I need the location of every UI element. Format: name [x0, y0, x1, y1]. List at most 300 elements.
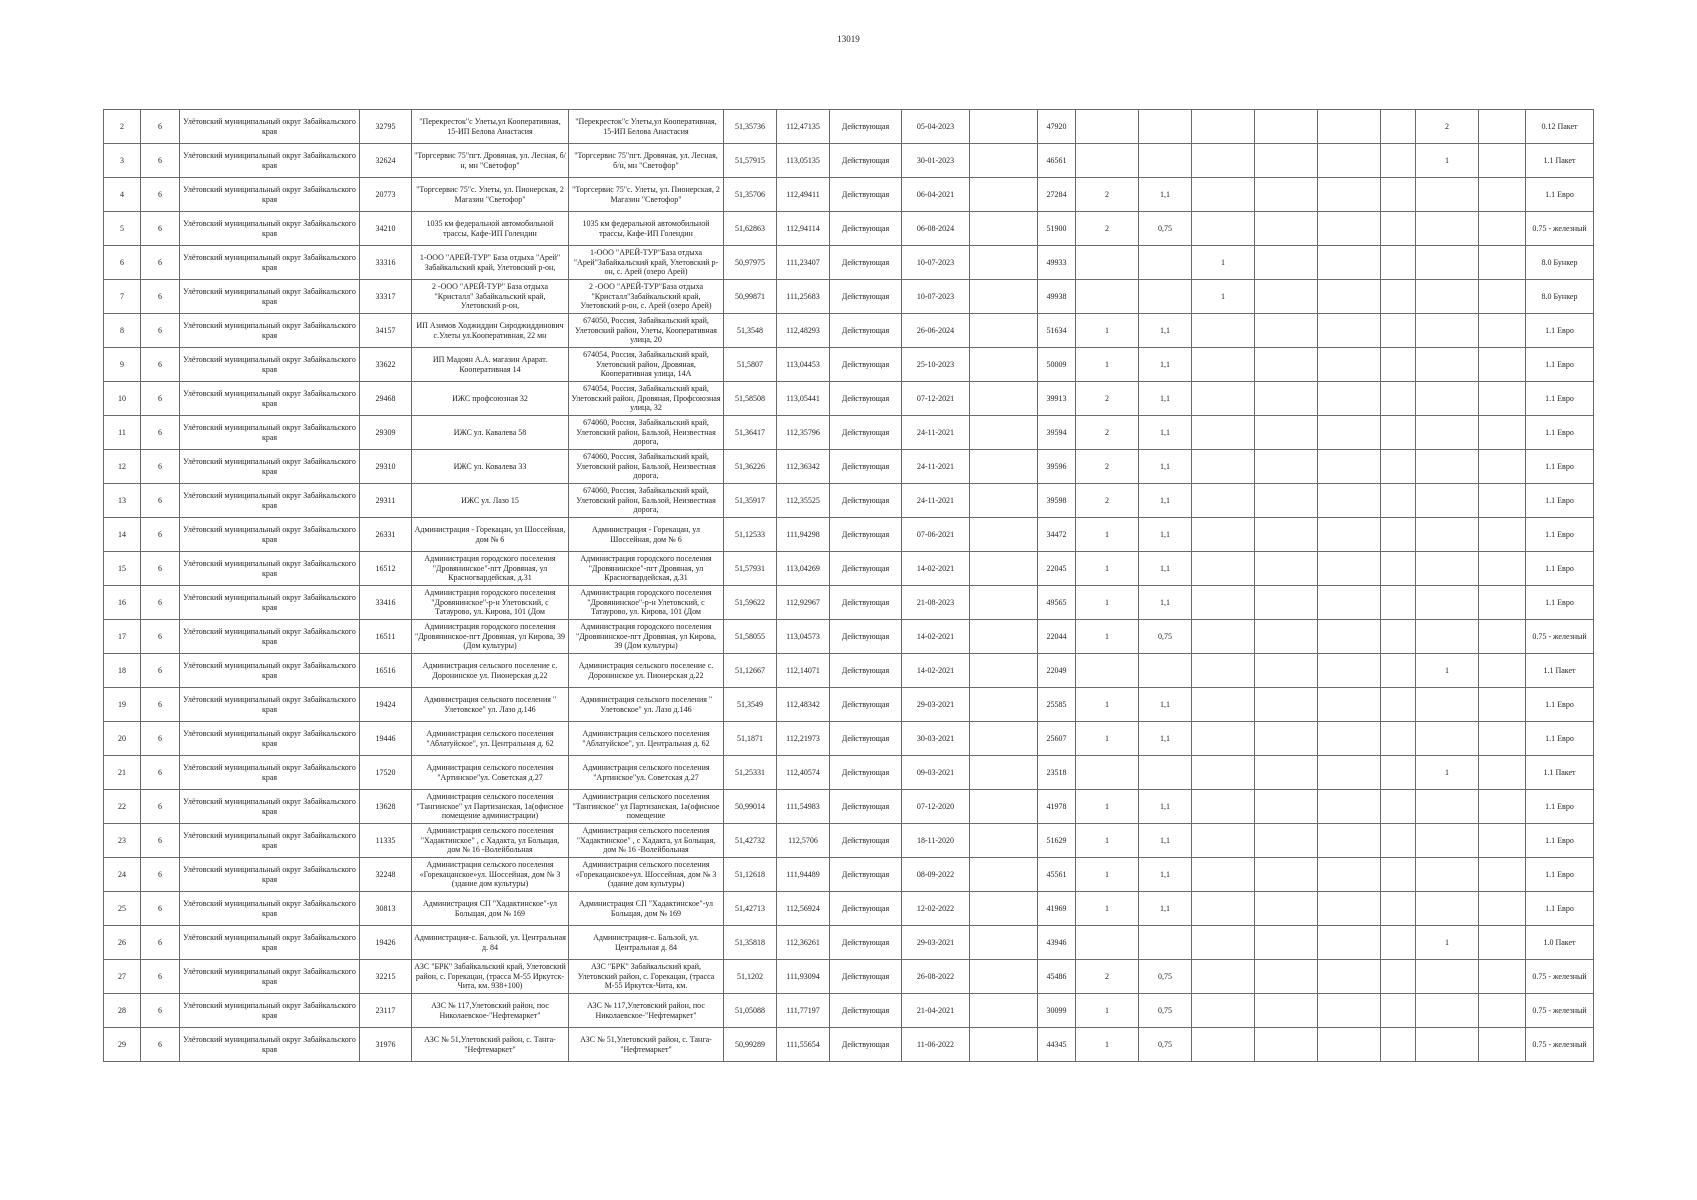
- registry-number-cell: 39913: [1038, 382, 1076, 416]
- empty-cell-cell: [1479, 212, 1526, 246]
- table-row: [104, 314, 1594, 348]
- page-number: 13019: [837, 34, 860, 44]
- longitude-cell: 112,48342: [777, 688, 830, 722]
- empty-cell-cell: [1255, 994, 1318, 1028]
- site-id-cell: 16516: [360, 654, 412, 688]
- container-count-cell: 2: [1076, 450, 1139, 484]
- registry-number-cell: 30099: [1038, 994, 1076, 1028]
- site-name-cell: ИП Азимов Ходжиддин Сироджиддинович с.Улеты ул.Кооперативная, 22 мн: [412, 314, 569, 348]
- container-count-cell: 1: [1076, 994, 1139, 1028]
- site-id-cell: 33316: [360, 246, 412, 280]
- empty-cell-cell: [1255, 552, 1318, 586]
- status-cell: Действующая: [830, 960, 902, 994]
- bunker-count-cell: [1192, 382, 1255, 416]
- district-name-cell: Улётовский муниципальный округ Забайкальского края: [180, 654, 360, 688]
- empty-cell-cell: [1381, 552, 1416, 586]
- empty-cell-cell: [970, 688, 1038, 722]
- empty-cell-cell: [1479, 722, 1526, 756]
- longitude-cell: 112,36342: [777, 450, 830, 484]
- site-id-cell: 32215: [360, 960, 412, 994]
- empty-cell-cell: [1479, 450, 1526, 484]
- container-type-cell: 1.1 Евро: [1526, 824, 1594, 858]
- row-number-cell: 4: [104, 178, 141, 212]
- container-count-cell: 1: [1076, 314, 1139, 348]
- registration-date-cell: 07-06-2021: [902, 518, 970, 552]
- registry-number-cell: 51629: [1038, 824, 1076, 858]
- site-id-cell: 26331: [360, 518, 412, 552]
- registry-number-cell: 39596: [1038, 450, 1076, 484]
- longitude-cell: 112,49411: [777, 178, 830, 212]
- longitude-cell: 113,04453: [777, 348, 830, 382]
- empty-cell-cell: [970, 212, 1038, 246]
- container-type-cell: 8.0 Бункер: [1526, 280, 1594, 314]
- empty-cell-cell: [970, 518, 1038, 552]
- row-number-cell: 24: [104, 858, 141, 892]
- latitude-cell: 51,35736: [724, 110, 777, 144]
- container-count-cell: 1: [1076, 790, 1139, 824]
- latitude-cell: 51,12618: [724, 858, 777, 892]
- longitude-cell: 112,21973: [777, 722, 830, 756]
- status-cell: Действующая: [830, 722, 902, 756]
- empty-cell-cell: [1318, 722, 1381, 756]
- site-address-cell: Администрация-с. Бальзой, ул. Центральная д. 84: [569, 926, 724, 960]
- container-count-cell: 1: [1076, 620, 1139, 654]
- bag-count-cell: [1416, 824, 1479, 858]
- district-name-cell: Улётовский муниципальный округ Забайкальского края: [180, 824, 360, 858]
- site-address-cell: Администрация сельского поселение с. Доронинское ул. Пионерская д.22: [569, 654, 724, 688]
- empty-cell-cell: [1318, 348, 1381, 382]
- status-cell: Действующая: [830, 382, 902, 416]
- empty-cell-cell: [970, 586, 1038, 620]
- registry-number-cell: 27284: [1038, 178, 1076, 212]
- region-code-cell: 6: [141, 756, 180, 790]
- longitude-cell: 112,47135: [777, 110, 830, 144]
- registration-date-cell: 14-02-2021: [902, 620, 970, 654]
- site-name-cell: ИЖС профсоюзная 32: [412, 382, 569, 416]
- empty-cell-cell: [1318, 552, 1381, 586]
- empty-cell-cell: [1381, 858, 1416, 892]
- row-number-cell: 3: [104, 144, 141, 178]
- empty-cell-cell: [970, 178, 1038, 212]
- bunker-count-cell: [1192, 178, 1255, 212]
- empty-cell-cell: [1255, 620, 1318, 654]
- empty-cell-cell: [1318, 892, 1381, 926]
- bunker-count-cell: [1192, 790, 1255, 824]
- site-name-cell: 1035 км федеральной автомобильной трассы, Кафе-ИП Голендин: [412, 212, 569, 246]
- site-id-cell: 16511: [360, 620, 412, 654]
- empty-cell-cell: [1255, 892, 1318, 926]
- empty-cell-cell: [1255, 654, 1318, 688]
- bag-count-cell: 1: [1416, 144, 1479, 178]
- row-number-cell: 8: [104, 314, 141, 348]
- site-id-cell: 20773: [360, 178, 412, 212]
- latitude-cell: 51,1871: [724, 722, 777, 756]
- longitude-cell: 112,35796: [777, 416, 830, 450]
- empty-cell-cell: [1381, 688, 1416, 722]
- container-count-cell: 2: [1076, 960, 1139, 994]
- empty-cell-cell: [1318, 756, 1381, 790]
- table-row: [104, 382, 1594, 416]
- site-id-cell: 32624: [360, 144, 412, 178]
- bunker-count-cell: [1192, 586, 1255, 620]
- longitude-cell: 112,36261: [777, 926, 830, 960]
- site-address-cell: Администрация - Горекацан, ул Шоссейная, дом № 6: [569, 518, 724, 552]
- region-code-cell: 6: [141, 450, 180, 484]
- container-count-cell: 1: [1076, 722, 1139, 756]
- empty-cell-cell: [1381, 518, 1416, 552]
- empty-cell-cell: [1255, 280, 1318, 314]
- region-code-cell: 6: [141, 144, 180, 178]
- registration-date-cell: 06-04-2021: [902, 178, 970, 212]
- bunker-count-cell: [1192, 994, 1255, 1028]
- bag-count-cell: [1416, 552, 1479, 586]
- status-cell: Действующая: [830, 1028, 902, 1062]
- site-name-cell: АЗС № 117,Улетовский район, пос Николаевское-"Нефтемаркет": [412, 994, 569, 1028]
- registry-number-cell: 51900: [1038, 212, 1076, 246]
- longitude-cell: 111,23407: [777, 246, 830, 280]
- container-type-cell: 1.1 Евро: [1526, 858, 1594, 892]
- table-row: [104, 824, 1594, 858]
- bunker-count-cell: [1192, 484, 1255, 518]
- district-name-cell: Улётовский муниципальный округ Забайкальского края: [180, 382, 360, 416]
- empty-cell-cell: [1479, 586, 1526, 620]
- registration-date-cell: 08-09-2022: [902, 858, 970, 892]
- empty-cell-cell: [1479, 688, 1526, 722]
- empty-cell-cell: [1255, 722, 1318, 756]
- container-count-cell: 1: [1076, 586, 1139, 620]
- site-id-cell: 13628: [360, 790, 412, 824]
- registration-date-cell: 21-04-2021: [902, 994, 970, 1028]
- empty-cell-cell: [1381, 926, 1416, 960]
- registration-date-cell: 24-11-2021: [902, 484, 970, 518]
- empty-cell-cell: [970, 824, 1038, 858]
- empty-cell-cell: [1255, 688, 1318, 722]
- container-volume-cell: [1139, 926, 1192, 960]
- latitude-cell: 51,3549: [724, 688, 777, 722]
- empty-cell-cell: [1318, 382, 1381, 416]
- row-number-cell: 9: [104, 348, 141, 382]
- site-name-cell: Администрация - Горекацан, ул Шоссейная, дом № 6: [412, 518, 569, 552]
- empty-cell-cell: [1318, 110, 1381, 144]
- region-code-cell: 6: [141, 246, 180, 280]
- row-number-cell: 6: [104, 246, 141, 280]
- bag-count-cell: [1416, 688, 1479, 722]
- container-count-cell: [1076, 926, 1139, 960]
- registry-number-cell: 51634: [1038, 314, 1076, 348]
- container-type-cell: 1.1 Пакет: [1526, 654, 1594, 688]
- empty-cell-cell: [1255, 178, 1318, 212]
- site-address-cell: 2 -ООО "АРЕЙ-ТУР"База отдыха "Кристалл"Забайкальский край, Улетовский р-он, с. Арей (озеро Арей): [569, 280, 724, 314]
- empty-cell-cell: [1479, 960, 1526, 994]
- site-name-cell: 2 -ООО "АРЕЙ-ТУР" База отдыха "Кристалл" Забайкальский край, Улетовский р-он,: [412, 280, 569, 314]
- bunker-count-cell: [1192, 654, 1255, 688]
- bag-count-cell: [1416, 960, 1479, 994]
- site-address-cell: Администрация сельского поселения "Артинское"ул. Советская д.27: [569, 756, 724, 790]
- site-id-cell: 16512: [360, 552, 412, 586]
- bag-count-cell: [1416, 858, 1479, 892]
- container-type-cell: 1.0 Пакет: [1526, 926, 1594, 960]
- site-id-cell: 31976: [360, 1028, 412, 1062]
- district-name-cell: Улётовский муниципальный округ Забайкальского края: [180, 484, 360, 518]
- district-name-cell: Улётовский муниципальный округ Забайкальского края: [180, 212, 360, 246]
- bag-count-cell: [1416, 246, 1479, 280]
- region-code-cell: 6: [141, 280, 180, 314]
- empty-cell-cell: [1479, 518, 1526, 552]
- empty-cell-cell: [1255, 246, 1318, 280]
- region-code-cell: 6: [141, 994, 180, 1028]
- site-address-cell: Администрация городского поселения "Дровянинское-пгт Дровяная, ул Кирова, 39 (Дом культуры): [569, 620, 724, 654]
- site-id-cell: 17520: [360, 756, 412, 790]
- status-cell: Действующая: [830, 280, 902, 314]
- bag-count-cell: [1416, 892, 1479, 926]
- container-type-cell: 1.1 Пакет: [1526, 144, 1594, 178]
- registration-date-cell: 26-08-2022: [902, 960, 970, 994]
- bunker-count-cell: [1192, 756, 1255, 790]
- site-address-cell: 1035 км федеральной автомобильной трассы, Кафе-ИП Голендин: [569, 212, 724, 246]
- registration-date-cell: 24-11-2021: [902, 450, 970, 484]
- empty-cell-cell: [1381, 994, 1416, 1028]
- bunker-count-cell: [1192, 450, 1255, 484]
- row-number-cell: 25: [104, 892, 141, 926]
- empty-cell-cell: [970, 110, 1038, 144]
- registry-number-cell: 39594: [1038, 416, 1076, 450]
- status-cell: Действующая: [830, 110, 902, 144]
- row-number-cell: 21: [104, 756, 141, 790]
- table-row: [104, 518, 1594, 552]
- container-volume-cell: 1,1: [1139, 892, 1192, 926]
- empty-cell-cell: [970, 858, 1038, 892]
- empty-cell-cell: [1318, 620, 1381, 654]
- container-volume-cell: 1,1: [1139, 450, 1192, 484]
- registry-number-cell: 39598: [1038, 484, 1076, 518]
- latitude-cell: 51,57915: [724, 144, 777, 178]
- bunker-count-cell: [1192, 858, 1255, 892]
- empty-cell-cell: [1479, 110, 1526, 144]
- container-type-cell: 1.1 Евро: [1526, 484, 1594, 518]
- row-number-cell: 14: [104, 518, 141, 552]
- container-count-cell: [1076, 654, 1139, 688]
- container-type-cell: 0.75 - железный: [1526, 212, 1594, 246]
- registration-date-cell: 10-07-2023: [902, 280, 970, 314]
- status-cell: Действующая: [830, 586, 902, 620]
- registry-number-cell: 23518: [1038, 756, 1076, 790]
- empty-cell-cell: [1381, 484, 1416, 518]
- empty-cell-cell: [970, 620, 1038, 654]
- district-name-cell: Улётовский муниципальный округ Забайкальского края: [180, 110, 360, 144]
- longitude-cell: 111,94489: [777, 858, 830, 892]
- container-type-cell: 1.1 Евро: [1526, 416, 1594, 450]
- site-id-cell: 33317: [360, 280, 412, 314]
- bunker-count-cell: [1192, 416, 1255, 450]
- district-name-cell: Улётовский муниципальный округ Забайкальского края: [180, 246, 360, 280]
- bunker-count-cell: [1192, 348, 1255, 382]
- status-cell: Действующая: [830, 416, 902, 450]
- table-row: [104, 858, 1594, 892]
- bag-count-cell: [1416, 722, 1479, 756]
- status-cell: Действующая: [830, 756, 902, 790]
- empty-cell-cell: [1381, 246, 1416, 280]
- bunker-count-cell: [1192, 212, 1255, 246]
- container-volume-cell: 1,1: [1139, 858, 1192, 892]
- site-name-cell: Администрация сельского поселения "Артинское"ул. Советская д.27: [412, 756, 569, 790]
- container-count-cell: 1: [1076, 348, 1139, 382]
- container-type-cell: 1.1 Евро: [1526, 586, 1594, 620]
- empty-cell-cell: [1255, 790, 1318, 824]
- status-cell: Действующая: [830, 212, 902, 246]
- longitude-cell: 113,05441: [777, 382, 830, 416]
- registry-number-cell: 22045: [1038, 552, 1076, 586]
- container-count-cell: [1076, 280, 1139, 314]
- latitude-cell: 51,57931: [724, 552, 777, 586]
- registration-date-cell: 26-06-2024: [902, 314, 970, 348]
- site-name-cell: ИП Мадоян А.А. магазин Арарат. Кооперативная 14: [412, 348, 569, 382]
- container-count-cell: 2: [1076, 178, 1139, 212]
- container-type-cell: 1.1 Евро: [1526, 688, 1594, 722]
- registry-number-cell: 45486: [1038, 960, 1076, 994]
- empty-cell-cell: [1479, 484, 1526, 518]
- bunker-count-cell: [1192, 144, 1255, 178]
- container-volume-cell: [1139, 110, 1192, 144]
- empty-cell-cell: [1255, 110, 1318, 144]
- site-name-cell: "Перекресток"с Улеты,ул Кооперативная, 15-ИП Белова Анастасия: [412, 110, 569, 144]
- region-code-cell: 6: [141, 688, 180, 722]
- empty-cell-cell: [1479, 654, 1526, 688]
- empty-cell-cell: [1479, 620, 1526, 654]
- empty-cell-cell: [1318, 280, 1381, 314]
- registration-date-cell: 10-07-2023: [902, 246, 970, 280]
- bunker-count-cell: [1192, 926, 1255, 960]
- table-row: [104, 552, 1594, 586]
- bunker-count-cell: [1192, 314, 1255, 348]
- container-volume-cell: 1,1: [1139, 688, 1192, 722]
- site-name-cell: Администрация СП "Хадактинское"-ул Больщая, дом № 169: [412, 892, 569, 926]
- empty-cell-cell: [970, 892, 1038, 926]
- registration-date-cell: 07-12-2021: [902, 382, 970, 416]
- longitude-cell: 112,92967: [777, 586, 830, 620]
- registration-date-cell: 21-08-2023: [902, 586, 970, 620]
- empty-cell-cell: [970, 144, 1038, 178]
- site-id-cell: 19424: [360, 688, 412, 722]
- empty-cell-cell: [1318, 450, 1381, 484]
- container-type-cell: 1.1 Евро: [1526, 450, 1594, 484]
- container-count-cell: 1: [1076, 858, 1139, 892]
- site-id-cell: 23117: [360, 994, 412, 1028]
- longitude-cell: 111,25683: [777, 280, 830, 314]
- site-name-cell: АЗС "БРК" Забайкальский край, Улетовский район, с. Горекацан, (трасса М-55 Иркутск-Чита, км. 938+100): [412, 960, 569, 994]
- empty-cell-cell: [1255, 858, 1318, 892]
- region-code-cell: 6: [141, 416, 180, 450]
- bag-count-cell: [1416, 994, 1479, 1028]
- bag-count-cell: [1416, 484, 1479, 518]
- bunker-count-cell: [1192, 688, 1255, 722]
- status-cell: Действующая: [830, 552, 902, 586]
- registration-date-cell: 12-02-2022: [902, 892, 970, 926]
- district-name-cell: Улётовский муниципальный округ Забайкальского края: [180, 1028, 360, 1062]
- empty-cell-cell: [1381, 892, 1416, 926]
- container-count-cell: 1: [1076, 552, 1139, 586]
- registry-table: [103, 109, 1594, 1062]
- empty-cell-cell: [970, 348, 1038, 382]
- empty-cell-cell: [1255, 382, 1318, 416]
- table-row: [104, 892, 1594, 926]
- empty-cell-cell: [1479, 416, 1526, 450]
- registry-number-cell: 44345: [1038, 1028, 1076, 1062]
- table-row: [104, 586, 1594, 620]
- empty-cell-cell: [1255, 1028, 1318, 1062]
- empty-cell-cell: [1479, 348, 1526, 382]
- table-body: [104, 110, 1594, 1062]
- table-row: [104, 926, 1594, 960]
- empty-cell-cell: [1381, 654, 1416, 688]
- registration-date-cell: 09-03-2021: [902, 756, 970, 790]
- container-volume-cell: 1,1: [1139, 824, 1192, 858]
- empty-cell-cell: [1479, 552, 1526, 586]
- empty-cell-cell: [1479, 314, 1526, 348]
- site-id-cell: 29309: [360, 416, 412, 450]
- container-volume-cell: 1,1: [1139, 790, 1192, 824]
- site-id-cell: 19426: [360, 926, 412, 960]
- latitude-cell: 51,35818: [724, 926, 777, 960]
- table-row: [104, 960, 1594, 994]
- longitude-cell: 111,94298: [777, 518, 830, 552]
- empty-cell-cell: [1318, 688, 1381, 722]
- longitude-cell: 111,93094: [777, 960, 830, 994]
- container-volume-cell: 1,1: [1139, 416, 1192, 450]
- empty-cell-cell: [1479, 178, 1526, 212]
- empty-cell-cell: [970, 654, 1038, 688]
- empty-cell-cell: [1381, 722, 1416, 756]
- bag-count-cell: [1416, 212, 1479, 246]
- empty-cell-cell: [1381, 212, 1416, 246]
- container-volume-cell: 1,1: [1139, 552, 1192, 586]
- site-address-cell: Администрация сельского поселения "Аблатуйское", ул. Центральная д. 62: [569, 722, 724, 756]
- longitude-cell: 111,55654: [777, 1028, 830, 1062]
- container-volume-cell: 1,1: [1139, 518, 1192, 552]
- empty-cell-cell: [1255, 314, 1318, 348]
- longitude-cell: 113,05135: [777, 144, 830, 178]
- bag-count-cell: [1416, 1028, 1479, 1062]
- empty-cell-cell: [1479, 1028, 1526, 1062]
- table-row: [104, 994, 1594, 1028]
- row-number-cell: 18: [104, 654, 141, 688]
- container-count-cell: 2: [1076, 484, 1139, 518]
- latitude-cell: 51,36226: [724, 450, 777, 484]
- table-row: [104, 450, 1594, 484]
- district-name-cell: Улётовский муниципальный округ Забайкальского края: [180, 552, 360, 586]
- empty-cell-cell: [1381, 1028, 1416, 1062]
- row-number-cell: 15: [104, 552, 141, 586]
- site-name-cell: АЗС № 51,Улетовский район, с. Танга-"Нефтемаркет": [412, 1028, 569, 1062]
- empty-cell-cell: [1318, 858, 1381, 892]
- site-id-cell: 29311: [360, 484, 412, 518]
- bag-count-cell: 1: [1416, 654, 1479, 688]
- row-number-cell: 20: [104, 722, 141, 756]
- site-address-cell: Администрация городского поселения "Дровянинское"-пгт Дровяная, ул Красногвардейская, д.31: [569, 552, 724, 586]
- latitude-cell: 51,35706: [724, 178, 777, 212]
- bag-count-cell: 2: [1416, 110, 1479, 144]
- empty-cell-cell: [1381, 314, 1416, 348]
- region-code-cell: 6: [141, 484, 180, 518]
- site-address-cell: АЗС № 51,Улетовский район, с. Танга-"Нефтемаркет": [569, 1028, 724, 1062]
- registration-date-cell: 24-11-2021: [902, 416, 970, 450]
- empty-cell-cell: [1255, 926, 1318, 960]
- status-cell: Действующая: [830, 246, 902, 280]
- status-cell: Действующая: [830, 484, 902, 518]
- site-id-cell: 34210: [360, 212, 412, 246]
- status-cell: Действующая: [830, 892, 902, 926]
- site-name-cell: Администрация городского поселения "Дровянинское-пгт Дровяная, ул Кирова, 39 (Дом культуры): [412, 620, 569, 654]
- region-code-cell: 6: [141, 586, 180, 620]
